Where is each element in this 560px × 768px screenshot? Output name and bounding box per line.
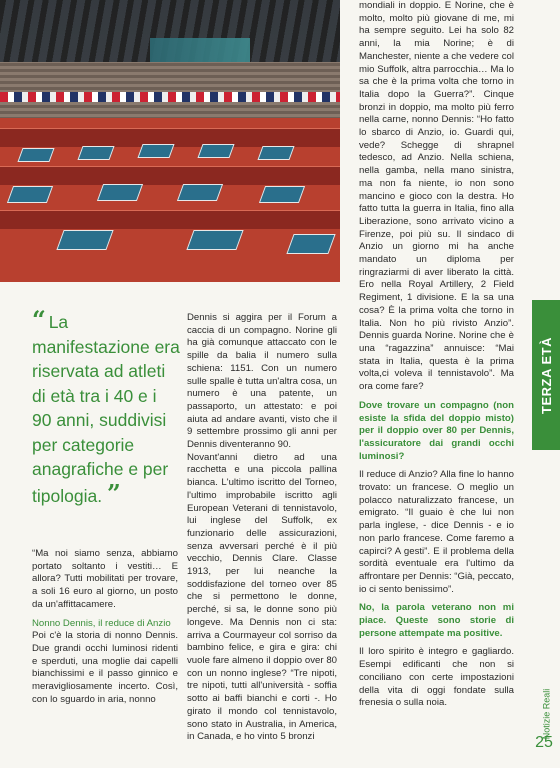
pingpong-table: [286, 234, 335, 254]
pingpong-table: [17, 148, 54, 162]
section-tab-label: TERZA ETÀ: [538, 336, 554, 414]
pingpong-table: [56, 230, 113, 250]
pull-quote: [32, 305, 180, 508]
paragraph: mondiali in doppio. E Norine, che è molto, molto più giovane di me, mi ha sempre seguito. Lei ha solo 82 anni, la mia Norine; è di Manchester, niente a che vedere col mio Suffolk, altra parrocchia… Ma lo sa che è la prima volta che torno in Italia dopo la Guerra?”. Cinque bronzi in doppio, ma molto più ferro nella carne, nonno Dennis: “Ho fatto lo sbarco di Anzio, io. Guardi qui, vede? Schegge di shrapnel tedesco, ad Anzio. Nella schiena, nella gamba, nella mano sinistra, ma non fa niente, io non sono mancino e gioco con la destra. Ho fatto tutta la guerra in Italia, fino alla Liberazione, sono arrivato vicino a Firenze, poi più su. Il sindaco di Anzio un giorno mi ha anche mandato un diploma per ringraziarmi di aver liberato la città. Ero nella Royal Artillery, 2 Field Regiment, 1 divisione. E la sa una cosa? È la prima volta che torno in Italia. Non ho più rivisto Anzio”. Dennis guarda Norine. Norine che è una “ragazzina” annuisce: “Mai stata in Italia, questa è la prima volta,ci voleva il tennistavolo”. Ma ora come fare?: [359, 0, 514, 393]
barrier: [0, 210, 340, 229]
paragraph: Novant'anni dietro ad una racchetta e una piccola pallina bianca. L'ultimo iscritto del Torneo, l'ultimo improbabile iscritto agli European Veterani di tennistavolo, lui inglese del Suffolk, ex funzionario delle assicurazioni, senza avversari perché è il più vecchio, Dennis Clare. Classe 1913, per lui neanche la soddisfazione del torneo over 85 che si permettono le donne, perché, si sa, le donne sono più longeve. Ma Dennis non ci sta: arriva a Courmayeur col sorriso da bambino felice, e gira e gira: chi vuole fare almeno il doppio over 80 con un nonno inglese? “Tre nipoti, tre nipoti, tutti all'università - soffia sotto ai baffi bianchi e corti -. Ho girato il mondo col tennistavolo, sono stato in Australia, in America, in Canada, e ho vinto 5 bronzi: [187, 451, 337, 743]
pingpong-table: [186, 230, 243, 250]
highlight-callout: Dove trovare un compagno (non esiste la sfida del doppio misto) per il doppio over 80 per Dennis, l'assicuratore dai grandi occhi luminosi?: [359, 399, 514, 462]
hall-floor: [0, 118, 340, 282]
pingpong-table: [97, 184, 143, 201]
pull-quote-text: La manifestazione era riservata ad atleti di età tra i 40 e i 90 anni, suddivisi per categorie anagrafiche e per tipologia.: [32, 312, 180, 506]
pingpong-table: [197, 144, 234, 158]
subheading: Nonno Dennis, il reduce di Anzio: [32, 617, 171, 629]
paragraph: Dennis si aggira per il Forum a caccia di un compagno. Norine gli ha già comunque attaccato con le spille da balia il numero sulla schiena: 1151. Con un numero sulle spalle è tutta un'altra cosa, un numero è una patente, un passaporto, un attestato: e poi aiuta ad andare avanti, visto che il 9 settembre prossimo gli anni per Dennis diventeranno 90.: [187, 312, 337, 451]
pingpong-table: [137, 144, 174, 158]
open-quote-mark: “: [32, 305, 44, 334]
paragraph: “Ma noi siamo senza, abbiamo portato soltanto i vestiti… E allora? Tutti mobilitati per trovare, a soli 16 euro al giorno, un posto da un'affittacamere.: [32, 548, 178, 610]
article-column-1: [32, 548, 178, 706]
pingpong-table: [7, 186, 53, 203]
flag-row: [0, 92, 340, 102]
paragraph: Il loro spirito è integro e gagliardo. Esempi edificanti che non si conciliano con certe impostazioni della vita di oggi fondate sulla frenesia o sulla noia.: [359, 646, 514, 709]
close-quote-mark: ”: [106, 478, 119, 508]
article-column-2: [187, 312, 337, 744]
barrier: [0, 166, 340, 185]
magazine-name-label: Notizie Reali: [541, 688, 551, 740]
pingpong-table: [77, 146, 114, 160]
paragraph: Il reduce di Anzio? Alla fine lo hanno trovato: un francese. O meglio un polacco naturalizzato francese, un emigrato. “Il guaio è che lui non parla inglese, - dice Dennis - e io non parlo francese. Come faremo a capirci? A gesti”. E il problema della sordità eventuale era l'ultimo da affrontare per Dennis: “Già, peccato, io ci sento benissimo”.: [359, 469, 515, 595]
pingpong-table: [259, 186, 305, 203]
pingpong-table: [257, 146, 294, 160]
magazine-name: [532, 688, 560, 740]
highlight-callout: No, la parola veterano non mi piace. Queste sono storie di persone attempate ma positive.: [359, 602, 514, 639]
hero-photo: [0, 0, 340, 282]
paragraph: Poi c'è la storia di nonno Dennis. Due grandi occhi luminosi ridenti e sperduti, una moglie dai capelli bianchissimi e il passo ginnico e meravigliosamente incerto. Così, con lo sguardo in aria, nonno: [32, 630, 178, 705]
pingpong-table: [177, 184, 223, 201]
hall-stands: [0, 62, 340, 120]
page-number: 25: [535, 734, 553, 751]
article-column-3: [359, 0, 514, 710]
section-tab: [532, 300, 560, 450]
